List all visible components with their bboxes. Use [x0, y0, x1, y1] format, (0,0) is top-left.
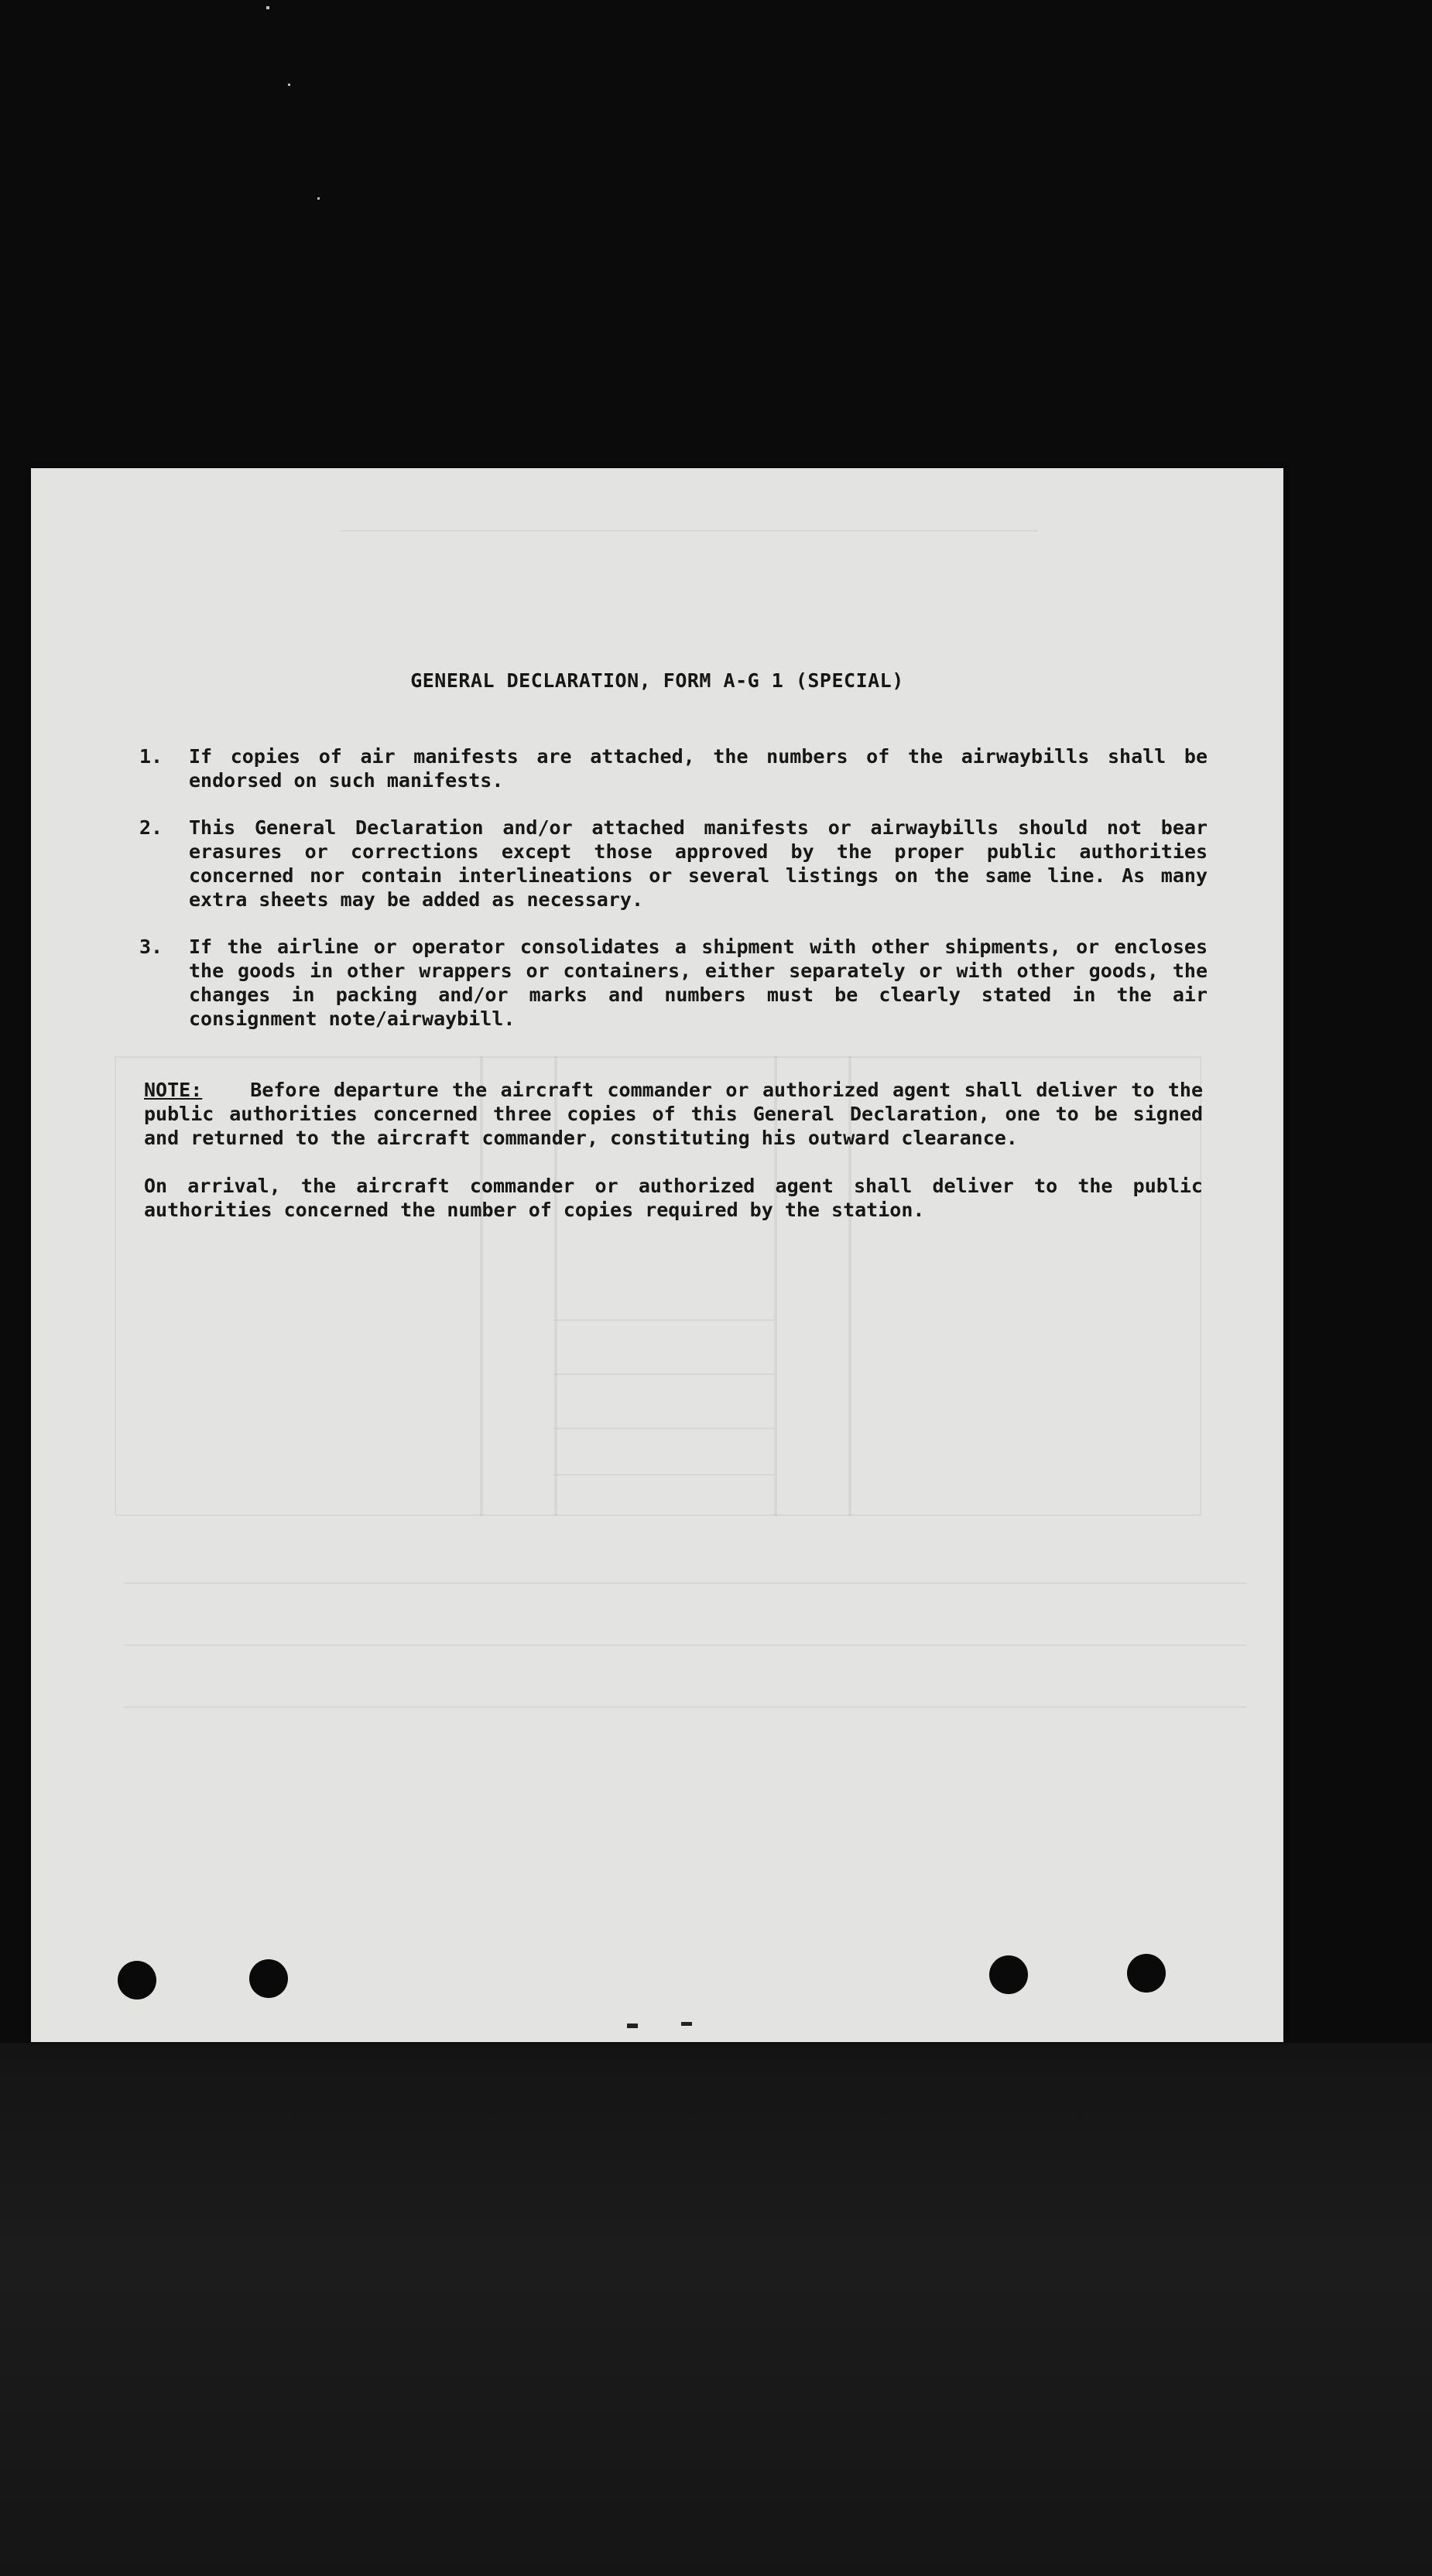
dust-speck: [317, 197, 320, 200]
dust-speck: [266, 6, 269, 9]
item-text: If the airline or operator consolidates a shipment with other shipments, or encloses the goods in other wrappers or containers, either separately or with other goods, the changes in packing and/or marks and numbers must be clearly stated in the air consignment note/airwaybill.: [189, 936, 1208, 1030]
scan-mark: [681, 2022, 692, 2026]
bleed-through-line: [554, 1428, 774, 1429]
punch-hole: [118, 1961, 156, 2000]
item-number: 2.: [139, 816, 163, 839]
bleed-through-line: [124, 1706, 1246, 1708]
bleed-through-line: [554, 1319, 774, 1321]
item-number: 3.: [139, 936, 163, 958]
bleed-through-line: [554, 1474, 774, 1476]
note-section: [144, 1078, 1203, 1222]
scanner-background: [0, 2043, 1432, 2576]
bleed-through-line: [124, 1582, 1246, 1584]
note-label: NOTE:: [144, 1079, 203, 1101]
item-number: 1.: [139, 745, 163, 768]
note-paragraph: [144, 1078, 1203, 1150]
bleed-through-line: [341, 530, 1037, 532]
dust-speck: [288, 84, 290, 86]
item-text: This General Declaration and/or attached manifests or airwaybills should not bear erasures or corrections except those approved by the proper public authorities concerned nor contain interlineations or several listings on the same line. As many extra sheets may be added as necessary.: [189, 816, 1208, 911]
note-text: Before departure the aircraft commander or authorized agent shall deliver to the public authorities concerned three copies of this General Declaration, one to be signed and returned to the aircraft commander, constituting his outward clearance.: [144, 1079, 1203, 1149]
list-item: [139, 744, 1208, 792]
page-title: GENERAL DECLARATION, FORM A-G 1 (SPECIAL): [410, 669, 904, 692]
punch-hole: [989, 1955, 1028, 1994]
document-page: [31, 468, 1283, 2042]
punch-hole: [1127, 1954, 1166, 1993]
instruction-list: [139, 744, 1208, 1054]
bleed-through-line: [554, 1374, 774, 1375]
item-text: If copies of air manifests are attached, the numbers of the airwaybills shall be endorsed on such manifests.: [189, 745, 1208, 792]
list-item: [139, 816, 1208, 912]
list-item: [139, 935, 1208, 1031]
punch-hole: [249, 1959, 288, 1998]
bleed-through-line: [124, 1644, 1246, 1646]
arrival-paragraph: On arrival, the aircraft commander or authorized agent shall deliver to the public authorities concerned the number of copies required by the station.: [144, 1175, 1203, 1221]
scan-mark: [627, 2024, 638, 2028]
